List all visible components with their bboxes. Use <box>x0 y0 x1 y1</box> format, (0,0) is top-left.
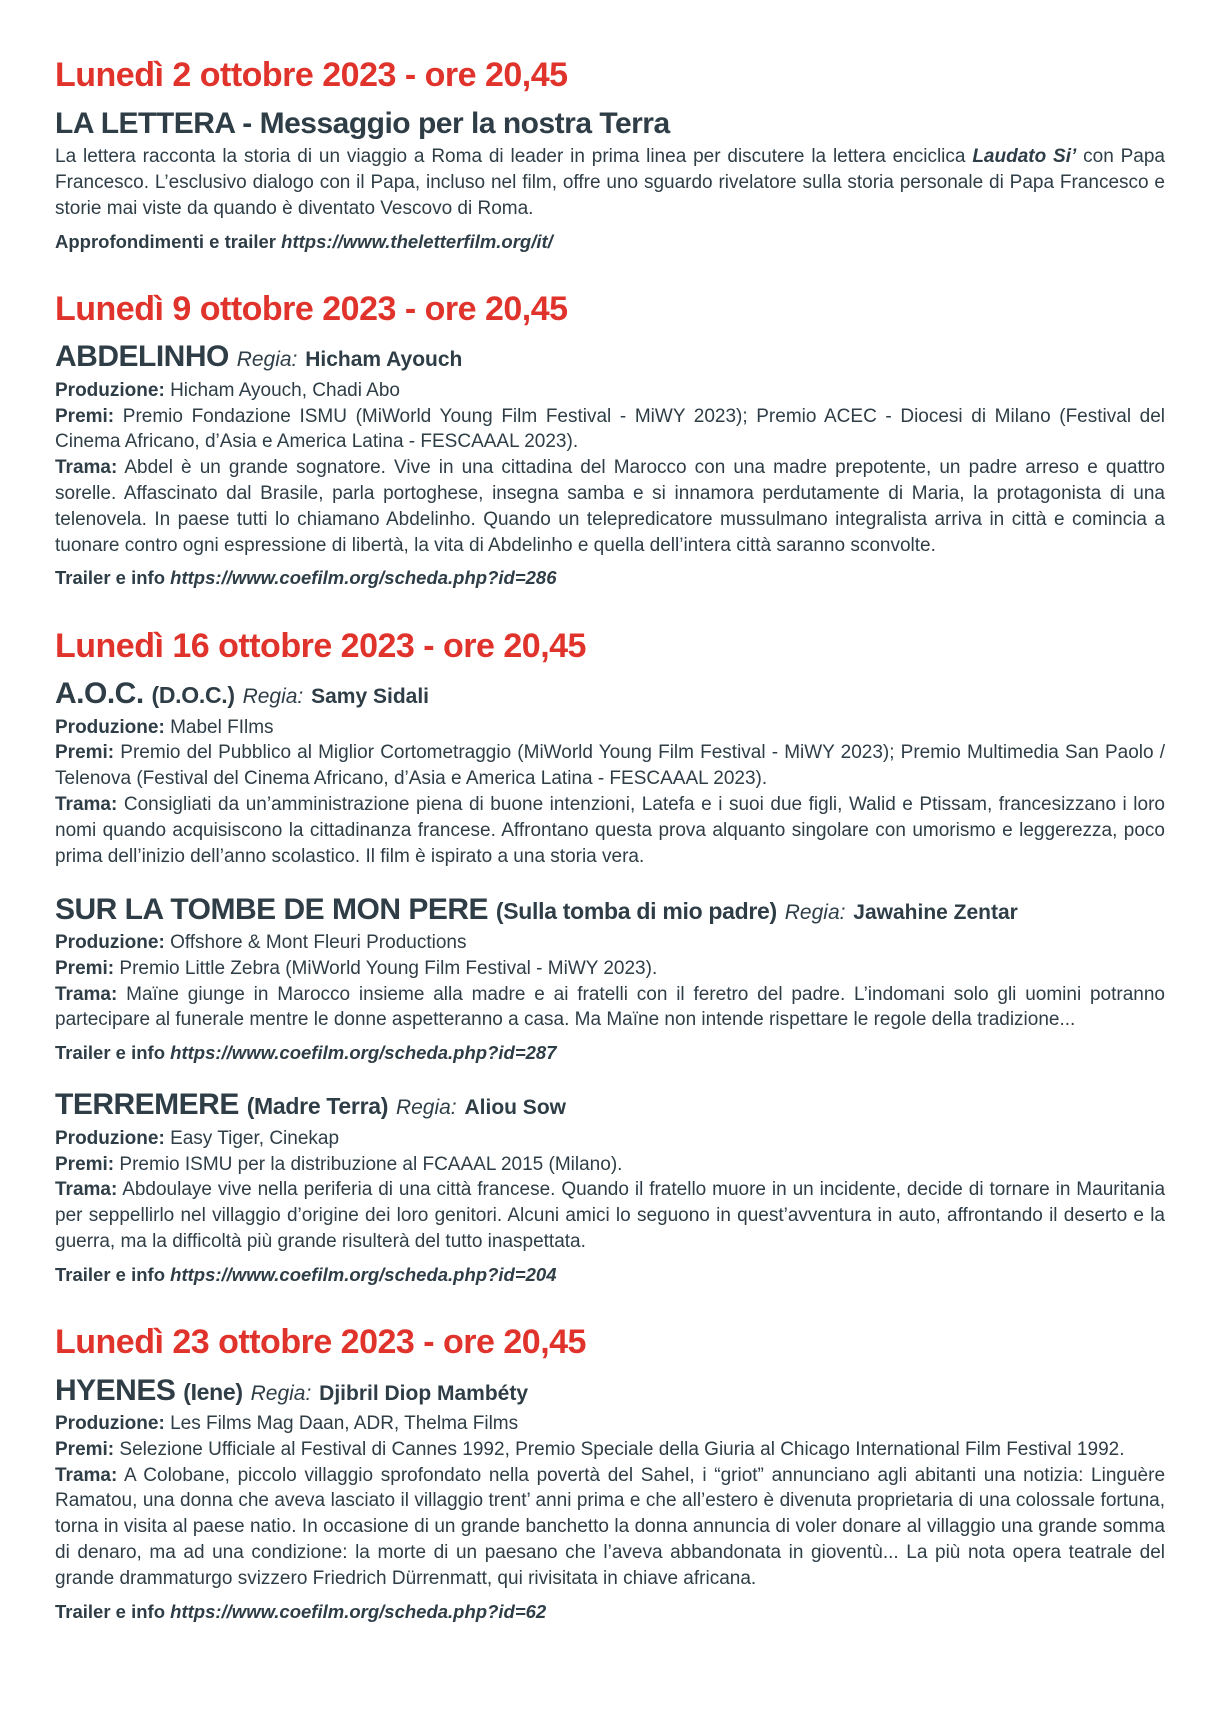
film-title-main: HYENES <box>55 1373 176 1407</box>
produzione-value: Hicham Ayouch, Chadi Abo <box>170 379 400 401</box>
director-name: Hicham Ayouch <box>305 348 463 372</box>
info-link[interactable]: https://www.theletterfilm.org/it/ <box>281 230 553 252</box>
date-heading: Lunedì 16 ottobre 2023 - ore 20,45 <box>55 626 586 665</box>
trama-label: Trama: <box>55 794 118 816</box>
film-title-main: TERREMERE <box>55 1088 239 1122</box>
film-entry-aoc <box>55 678 1165 869</box>
produzione-label: Produzione: <box>55 1127 165 1149</box>
produzione-line <box>55 1411 1165 1437</box>
premi-label: Premi: <box>55 1153 115 1175</box>
premi-value: Premio Little Zebra (MiWorld Young Film Festival - MiWY 2023). <box>119 957 658 979</box>
description-text: La lettera racconta la storia di un viaggio a Roma di leader in prima linea per discutere la lettera enciclica <box>55 146 973 168</box>
film-title-sub: (Sulla tomba di mio padre) <box>495 897 777 924</box>
screening-section-9-ottobre <box>55 289 1166 591</box>
produzione-line <box>55 930 1165 956</box>
premi-value: Premio Fondazione ISMU (MiWorld Young Film Festival - MiWY 2023); Premio ACEC - Diocesi di Milano (Festival del Cinema Africano, d’Asia e America Latina - FESCAAAL 2023). <box>55 405 1166 453</box>
premi-line <box>55 1437 1165 1463</box>
encyclical-title: Laudato Si’ <box>972 146 1077 168</box>
produzione-label: Produzione: <box>55 1412 165 1434</box>
produzione-label: Produzione: <box>55 379 165 401</box>
premi-value: Premio del Pubblico al Miglior Cortometraggio (MiWorld Young Film Festival - MiWY 2023); Premio Multimedia San Paolo / Telenova (Festival del Cinema Africano, d’Asia e America Latina - FESCAAAL 2023). <box>55 742 1165 790</box>
film-entry-sur-la-tombe <box>55 894 1165 1066</box>
premi-label: Premi: <box>55 405 115 427</box>
screening-section-2-ottobre <box>55 58 1165 254</box>
premi-label: Premi: <box>55 742 115 764</box>
director-name: Samy Sidali <box>311 685 429 709</box>
regia-label: Regia: <box>250 1381 312 1405</box>
film-title <box>55 894 1165 926</box>
film-title-sub: (D.O.C.) <box>151 682 235 709</box>
film-entry-terremere <box>55 1089 1165 1287</box>
link-line <box>55 1263 1165 1287</box>
trama-value: Consigliati da un’amministrazione piena di buone intenzioni, Latefa e i suoi due figli, Walid e Ptissam, francesizzano i loro nomi quando acquisiscono la cittadinanza francese. Affrontano questa prova alquanto singolare con umorismo e leggerezza, poco prima dell’inizio dell’anno scolastico. Il film è ispirato a una storia vera. <box>55 794 1165 867</box>
produzione-label: Produzione: <box>55 931 165 953</box>
produzione-label: Produzione: <box>55 716 165 738</box>
link-line <box>55 1041 1165 1065</box>
trama-line <box>55 982 1165 1034</box>
premi-value: Premio ISMU per la distribuzione al FCAAAL 2015 (Milano). <box>119 1153 623 1175</box>
film-entry-hyenes <box>55 1375 1165 1624</box>
trama-value: Abdel è un grande sognatore. Vive in una cittadina del Marocco con una madre prepotente, un padre arreso e quattro sorelle. Affascinato dal Brasile, parla portoghese, insegna samba e si innamora perdutamente di Maria, la protagonista di una telenovela. In paese tutti lo chiamano Abdelinho. Quando un telepredicatore mussulmano integralista arriva in città e comincia a tuonare contro ogni espressione di libertà, la vita di Abdelinho e quella dell’intera città saranno sconvolte. <box>55 457 1166 556</box>
link-label: Trailer e info <box>55 1263 166 1285</box>
premi-line <box>55 1152 1165 1178</box>
film-title <box>55 1089 1165 1121</box>
produzione-line <box>55 378 1165 404</box>
film-description <box>55 144 1165 221</box>
film-title: LA LETTERA - Messaggio per la nostra Terra <box>55 106 670 140</box>
film-title <box>55 678 1165 710</box>
premi-line <box>55 740 1165 792</box>
link-label: Trailer e info <box>55 1600 166 1622</box>
film-title <box>55 1375 1165 1407</box>
premi-value: Selezione Ufficiale al Festival di Cannes 1992, Premio Speciale della Giuria al Chicago International Film Festival 1992. <box>119 1438 1125 1460</box>
link-line <box>55 1600 1165 1624</box>
trama-label: Trama: <box>55 457 118 479</box>
produzione-value: Easy Tiger, Cinekap <box>170 1127 340 1149</box>
screening-section-16-ottobre <box>55 626 1166 1287</box>
regia-label: Regia: <box>242 685 304 709</box>
screening-section-23-ottobre <box>55 1322 1166 1624</box>
date-heading: Lunedì 23 ottobre 2023 - ore 20,45 <box>55 1322 586 1361</box>
premi-label: Premi: <box>55 1438 115 1460</box>
film-title-sub: (Madre Terra) <box>246 1093 389 1120</box>
trama-label: Trama: <box>55 1179 118 1201</box>
trama-value: Maïne giunge in Marocco insieme alla madre e ai fratelli con il feretro del padre. L’indomani solo gli uomini potranno partecipare al funerale mentre le donne aspetteranno a casa. Ma Maïne non intende rispettare le regole della tradizione... <box>55 983 1165 1031</box>
film-title-main: ABDELINHO <box>55 340 229 374</box>
trama-line <box>55 1177 1165 1254</box>
regia-label: Regia: <box>395 1096 457 1120</box>
description-text: con Papa Francesco. L’esclusivo dialogo con il Papa, incluso nel film, offre uno sguardo rivelatore sulla storia personale di Papa Francesco e storie mai viste da quando è diventato Vescovo di Roma. <box>55 146 1165 219</box>
info-link[interactable]: https://www.coefilm.org/scheda.php?id=287 <box>170 1042 557 1064</box>
premi-line <box>55 404 1165 456</box>
regia-label: Regia: <box>236 348 298 372</box>
film-title-main: SUR LA TOMBE DE MON PERE <box>55 892 489 926</box>
film-entry-abdelinho <box>55 341 1165 590</box>
date-heading: Lunedì 9 ottobre 2023 - ore 20,45 <box>55 289 568 328</box>
link-label: Trailer e info <box>55 1042 166 1064</box>
produzione-value: Offshore & Mont Fleuri Productions <box>170 931 467 953</box>
link-label: Trailer e info <box>55 567 166 589</box>
produzione-line <box>55 715 1165 741</box>
director-name: Djibril Diop Mambéty <box>319 1381 529 1405</box>
trama-line <box>55 455 1165 558</box>
film-title-main: A.O.C. <box>55 677 144 711</box>
info-link[interactable]: https://www.coefilm.org/scheda.php?id=204 <box>170 1263 557 1285</box>
date-heading: Lunedì 2 ottobre 2023 - ore 20,45 <box>55 56 568 94</box>
trama-value: A Colobane, piccolo villaggio sprofondato nella povertà del Sahel, i “griot” annunciano agli abitanti una notizia: Linguère Ramatou, una donna che aveva lasciato il villaggio trent’ anni prima e che all’estero è divenuta proprietaria di una colossale fortuna, torna in visita al paese natio. In occasione di un grande banchetto la donna annuncia di voler donare al villaggio una grande somma di denaro, ma ad una condizione: la morte di un paesano che l’aveva abbandonata in gioventù... La più nota opera teatrale del grande drammaturgo svizzero Friedrich Dürrenmatt, qui rivisitata in chiave africana. <box>55 1464 1166 1589</box>
film-entry-la-lettera <box>55 108 1165 254</box>
produzione-value: Les Films Mag Daan, ADR, Thelma Films <box>170 1412 519 1434</box>
trama-label: Trama: <box>55 983 118 1005</box>
link-label: Approfondimenti e trailer <box>55 230 276 252</box>
info-link[interactable]: https://www.coefilm.org/scheda.php?id=286 <box>170 567 557 589</box>
film-title <box>55 341 1165 373</box>
produzione-value: Mabel FIlms <box>170 716 274 738</box>
premi-line <box>55 956 1165 982</box>
info-link[interactable]: https://www.coefilm.org/scheda.php?id=62 <box>170 1600 547 1622</box>
produzione-line <box>55 1126 1165 1152</box>
trama-line <box>55 1463 1165 1592</box>
director-name: Jawahine Zentar <box>853 900 1018 924</box>
trama-line <box>55 792 1165 869</box>
trama-label: Trama: <box>55 1464 118 1486</box>
premi-label: Premi: <box>55 957 115 979</box>
director-name: Aliou Sow <box>464 1096 566 1120</box>
trama-value: Abdoulaye vive nella periferia di una città francese. Quando il fratello muore in un incidente, decide di tornare in Mauritania per seppellirlo nel villaggio d’origine dei loro genitori. Alcuni amici lo seguono in quest’avventura in auto, affrontando il deserto e la guerra, ma la difficoltà più grande risulterà del tutto inaspettata. <box>55 1179 1166 1253</box>
link-line <box>55 566 1165 590</box>
film-title-sub: (Iene) <box>183 1378 243 1405</box>
regia-label: Regia: <box>784 900 846 924</box>
link-line <box>55 230 1165 254</box>
